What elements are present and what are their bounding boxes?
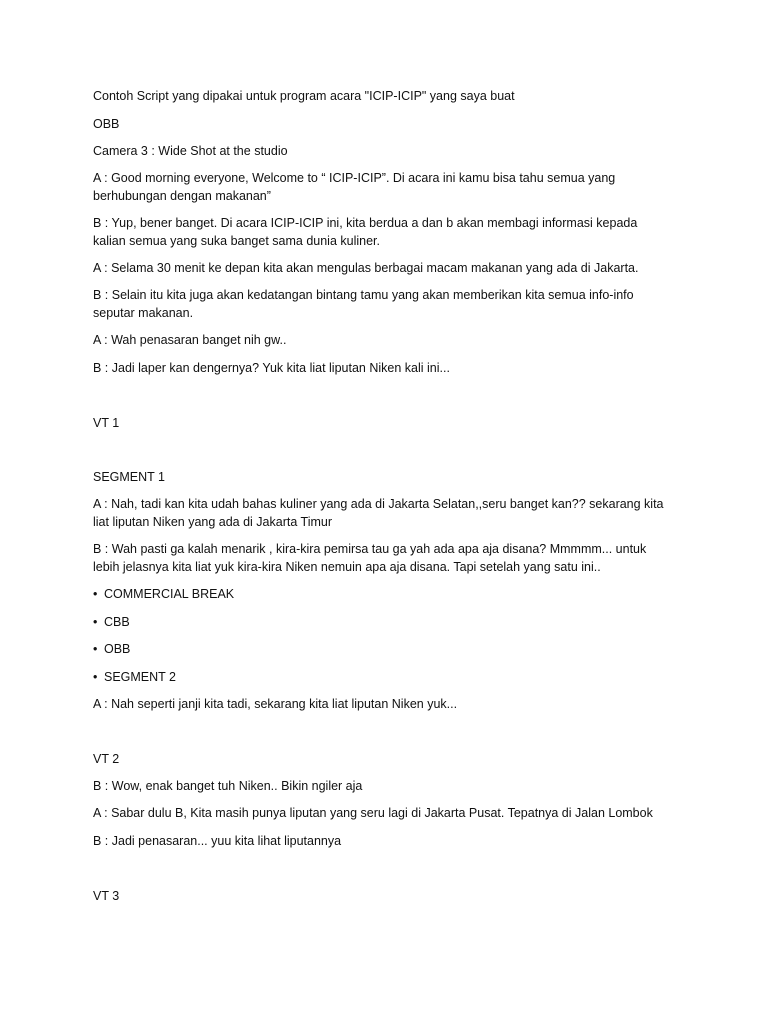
- obb-label: OBB: [93, 117, 120, 131]
- dialogue-line: B : Selain itu kita juga akan kedatangan bintang tamu yang akan memberikan kita semua info-info seputar makanan.: [93, 288, 634, 320]
- dialogue-line: B : Jadi penasaran... yuu kita lihat liputannya: [93, 834, 342, 848]
- dialogue-line: A : Good morning everyone, Welcome to “ ICIP-ICIP”. Di acara ini kamu bisa tahu semua yang berhubungan dengan makanan”: [93, 171, 616, 203]
- dialogue-line: A : Selama 30 menit ke depan kita akan mengulas berbagai macam makanan yang ada di Jakarta.: [93, 261, 639, 275]
- list-item: [93, 668, 673, 686]
- dialogue-line: B : Wah pasti ga kalah menarik , kira-kira pemirsa tau ga yah ada apa aja disana? Mmmmm... untuk lebih jelasnya kita liat yuk kira-kira Niken nemuin apa aja disana. Tapi setelah yang satu ini..: [93, 542, 647, 574]
- list-item: [93, 613, 673, 631]
- dialogue-line: A : Nah seperti janji kita tadi, sekarang kita liat liputan Niken yuk...: [93, 697, 458, 711]
- list-item: [93, 640, 673, 658]
- document-title: Contoh Script yang dipakai untuk program acara "ICIP-ICIP" yang saya buat: [93, 89, 515, 103]
- bullet-icon: •: [93, 642, 98, 656]
- camera-direction: Camera 3 : Wide Shot at the studio: [93, 144, 288, 158]
- bullet-icon: •: [93, 670, 98, 684]
- bullet-icon: •: [93, 615, 98, 629]
- list-item-text: SEGMENT 2: [104, 670, 177, 684]
- vt1-label: VT 1: [93, 416, 120, 430]
- dialogue-line: A : Sabar dulu B, Kita masih punya liputan yang seru lagi di Jakarta Pusat. Tepatnya di Jalan Lombok: [93, 806, 653, 820]
- list-item-text: OBB: [104, 642, 131, 656]
- dialogue-line: B : Yup, bener banget. Di acara ICIP-ICIP ini, kita berdua a dan b akan membagi informasi kepada kalian semua yang suka banget sama dunia kuliner.: [93, 216, 638, 248]
- bullet-icon: •: [93, 587, 98, 601]
- list-item-text: CBB: [104, 615, 130, 629]
- list-item-text: COMMERCIAL BREAK: [104, 587, 235, 601]
- dialogue-line: A : Nah, tadi kan kita udah bahas kuliner yang ada di Jakarta Selatan,,seru banget kan?? sekarang kita liat liputan Niken yang ada di Jakarta Timur: [93, 497, 664, 529]
- list-item: [93, 585, 673, 603]
- vt3-label: VT 3: [93, 889, 120, 903]
- dialogue-line: B : Jadi laper kan dengernya? Yuk kita liat liputan Niken kali ini...: [93, 361, 450, 375]
- vt2-label: VT 2: [93, 752, 120, 766]
- dialogue-line: A : Wah penasaran banget nih gw..: [93, 333, 287, 347]
- segment1-heading: SEGMENT 1: [93, 470, 166, 484]
- dialogue-line: B : Wow, enak banget tuh Niken.. Bikin ngiler aja: [93, 779, 363, 793]
